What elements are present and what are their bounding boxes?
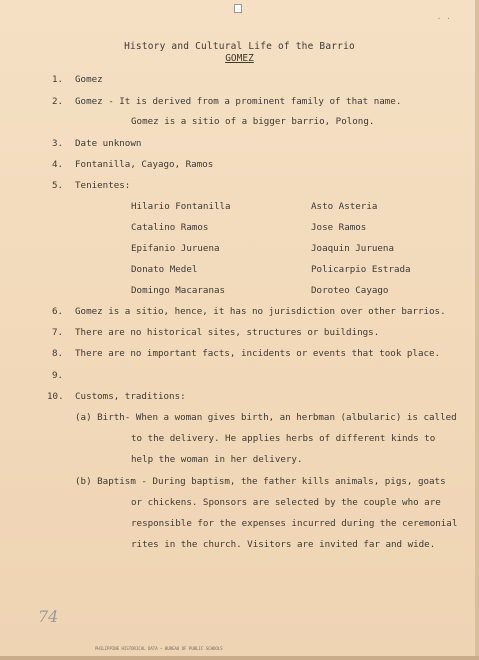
- footer-print: PHILIPPINE HISTORICAL DATA — BUREAU OF PUBLIC SCHOOLS: [95, 646, 223, 651]
- page-bottom-edge: [0, 656, 479, 660]
- teniente-right-1: Asto Asteria: [311, 201, 378, 212]
- teniente-left-1: Hilario Fontanilla: [131, 201, 231, 212]
- teniente-right-5: Doroteo Cayago: [311, 285, 389, 296]
- item-number-8: 8.: [52, 348, 64, 359]
- item-number-2: 2.: [52, 96, 64, 107]
- customs-birth-line-3: help the woman in her delivery.: [131, 454, 303, 465]
- item-number-5: 5.: [52, 180, 64, 191]
- page-edge: [475, 0, 479, 660]
- item-number-9: 9.: [52, 370, 64, 381]
- item-number-6: 6.: [52, 306, 64, 317]
- customs-baptism-line-2: or chickens. Sponsors are selected by the couple who are: [131, 497, 441, 508]
- item-text-6: Gomez is a sitio, hence, it has no jurisdiction over other barrios.: [75, 306, 446, 317]
- corner-mark: · ·: [436, 14, 451, 23]
- item-text-1: Gomez: [75, 74, 103, 85]
- item-number-7: 7.: [52, 327, 64, 338]
- customs-baptism-line-3: responsible for the expenses incurred during the ceremonial: [131, 518, 458, 529]
- customs-baptism-line-4: rites in the church. Visitors are invited far and wide.: [131, 539, 436, 550]
- teniente-right-4: Policarpio Estrada: [311, 264, 411, 275]
- item-number-10: 10.: [47, 391, 64, 402]
- item-text-5: Tenientes:: [75, 180, 131, 191]
- customs-baptism-line-1: (b) Baptism - During baptism, the father kills animals, pigs, goats: [75, 476, 446, 487]
- item-number-4: 4.: [52, 159, 64, 170]
- page-tab-mark: [234, 4, 242, 13]
- teniente-right-2: Jose Ramos: [311, 222, 367, 233]
- teniente-left-5: Domingo Macaranas: [131, 285, 226, 296]
- item-text-7: There are no historical sites, structures or buildings.: [75, 327, 380, 338]
- item-number-1: 1.: [52, 74, 64, 85]
- document-subtitle: GOMEZ: [225, 53, 254, 64]
- item-text-2b: Gomez is a sitio of a bigger barrio, Polong.: [131, 116, 375, 127]
- item-text-8: There are no important facts, incidents or events that took place.: [75, 348, 441, 359]
- item-text-2a: Gomez - It is derived from a prominent family of that name.: [75, 96, 402, 107]
- item-text-3: Date unknown: [75, 138, 142, 149]
- teniente-left-3: Epifanio Juruena: [131, 243, 220, 254]
- item-text-4: Fontanilla, Cayago, Ramos: [75, 159, 214, 170]
- item-text-10: Customs, traditions:: [75, 391, 186, 402]
- customs-birth-line-2: to the delivery. He applies herbs of different kinds to: [131, 433, 436, 444]
- item-number-3: 3.: [52, 138, 64, 149]
- document-title: History and Cultural Life of the Barrio: [124, 41, 355, 52]
- customs-birth-line-1: (a) Birth- When a woman gives birth, an herbman (albularic) is called: [75, 412, 457, 423]
- teniente-right-3: Joaquin Juruena: [311, 243, 394, 254]
- teniente-left-4: Donato Medel: [131, 264, 198, 275]
- handwritten-page-number: 74: [38, 607, 59, 626]
- teniente-left-2: Catalino Ramos: [131, 222, 209, 233]
